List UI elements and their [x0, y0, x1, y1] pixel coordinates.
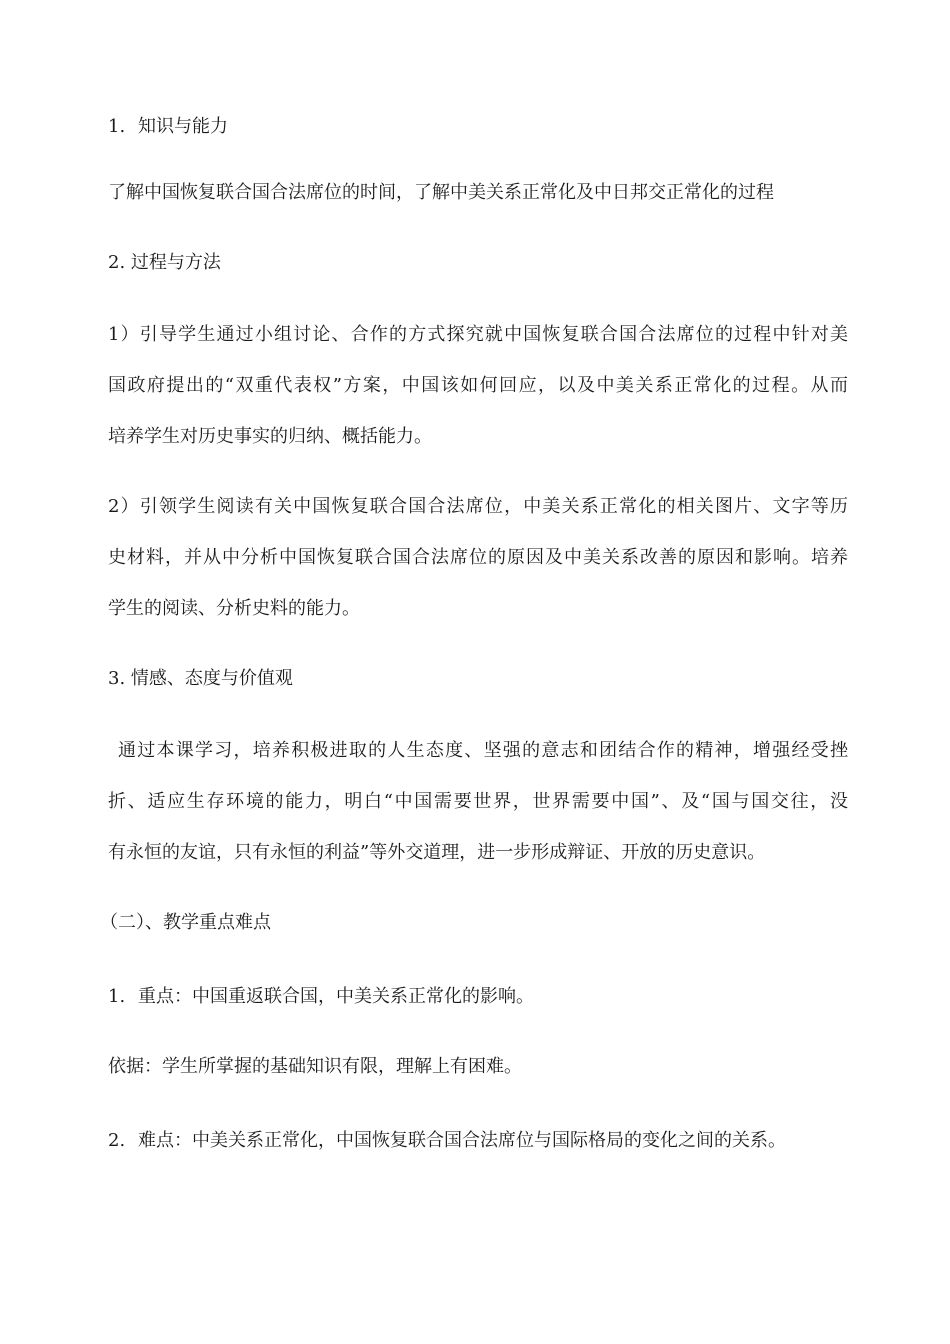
paragraph-3-line-2: 折、适应生存环境的能力，明白“中国需要世界，世界需要中国”、及“国与国交往，没 — [108, 791, 848, 812]
paragraph-2-line-1: 2）引领学生阅读有关中国恢复联合国合法席位，中美关系正常化的相关图片、文字等历 — [108, 496, 848, 517]
knowledge-text: 了解中国恢复联合国合法席位的时间，了解中美关系正常化及中日邦交正常化的过程 — [108, 182, 774, 203]
difficulty-text: 难点：中美关系正常化，中国恢复联合国合法席位与国际格局的变化之间的关系。 — [138, 1130, 786, 1151]
basis-text: 依据：学生所掌握的基础知识有限，理解上有困难。 — [108, 1056, 522, 1077]
paragraph-1-line-1: 1）引导学生通过小组讨论、合作的方式探究就中国恢复联合国合法席位的过程中针对美 — [108, 324, 848, 345]
paragraph-1-line-2: 国政府提出的“双重代表权”方案，中国该如何回应，以及中美关系正常化的过程。从而 — [108, 375, 848, 396]
section-process-heading: 2. 过程与方法 — [108, 252, 221, 273]
section-title: 知识与能力 — [138, 116, 228, 137]
difficulty-item — [108, 1126, 848, 1156]
section-knowledge-heading — [108, 112, 848, 142]
section-values-heading: 3. 情感、态度与价值观 — [108, 668, 293, 689]
section-key-points-heading: （二）、教学重点难点 — [100, 912, 271, 933]
paragraph-3-line-1: 通过本课学习，培养积极进取的人生态度、坚强的意志和团结合作的精神，增强经受挫 — [118, 740, 848, 761]
paragraph-2-line-3: 学生的阅读、分析史料的能力。 — [108, 598, 360, 619]
paragraph-2-line-2: 史材料，并从中分析中国恢复联合国合法席位的原因及中美关系改善的原因和影响。培养 — [108, 547, 848, 568]
paragraph-1-line-3: 培养学生对历史事实的归纳、概括能力。 — [108, 426, 432, 447]
item-number: 1. — [108, 986, 126, 1007]
section-number: 1. — [108, 116, 126, 137]
key-point-text: 重点：中国重返联合国，中美关系正常化的影响。 — [138, 986, 534, 1007]
paragraph-3-line-3: 有永恒的友谊，只有永恒的利益”等外交道理，进一步形成辩证、开放的历史意识。 — [108, 842, 766, 863]
item-number: 2. — [108, 1130, 126, 1151]
key-point-item — [108, 982, 848, 1012]
